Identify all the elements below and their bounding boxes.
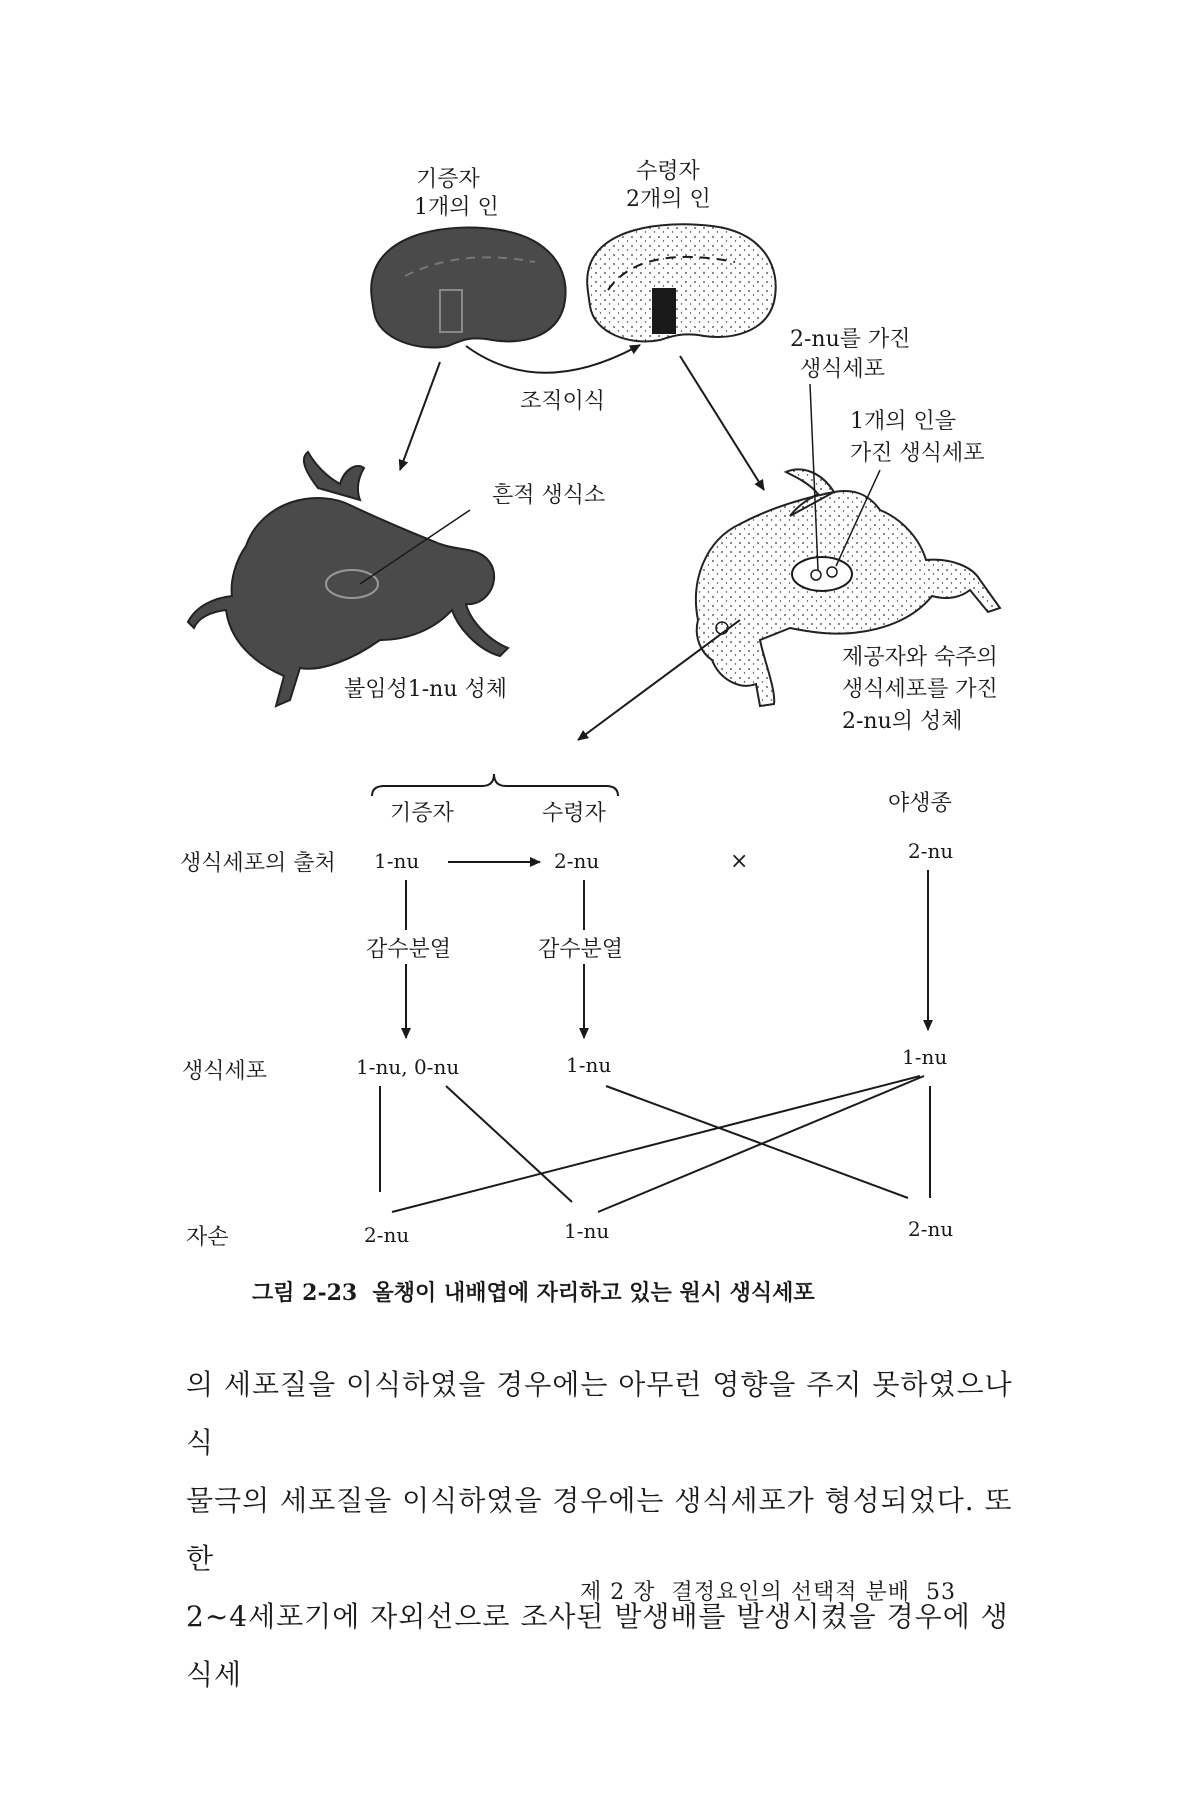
body-line-2: 물극의 세포질을 이식하였을 경우에는 생식세포가 형성되었다. 또한	[186, 1484, 1013, 1575]
recipient-embryo	[587, 224, 776, 341]
offspring-right: 2-nu	[908, 1217, 954, 1241]
meiosis-right-label: 감수분열	[538, 937, 624, 962]
row-gametes: 생식세포	[182, 1059, 268, 1084]
col-recipient: 수령자	[542, 801, 606, 826]
col-donor: 기증자	[390, 801, 454, 826]
arrow-donor-to-frog	[400, 362, 440, 470]
germ-2nu-label-line2: 생식세포	[800, 357, 886, 382]
row-source: 생식세포의 출처	[180, 851, 336, 876]
src-donor: 1-nu	[374, 849, 420, 873]
fertile-frog	[696, 469, 1000, 706]
offspring-left: 2-nu	[364, 1223, 410, 1247]
donor-subtitle: 1개의 인	[414, 195, 499, 220]
vestige-label: 흔적 생식소	[492, 483, 606, 508]
gamete-wild: 1-nu	[902, 1045, 948, 1069]
offspring-mid: 1-nu	[564, 1219, 610, 1243]
src-recipient: 2-nu	[554, 849, 600, 873]
germ-1nu-label-line2: 가진 생식세포	[850, 441, 985, 466]
arrow-recipient-to-frog	[680, 356, 764, 490]
meiosis-left-label: 감수분열	[366, 937, 452, 962]
body-line-1: 의 세포질을 이식하였을 경우에는 아무런 영향을 주지 못하였으나 식	[186, 1368, 1013, 1459]
arrow-to-cross	[578, 620, 740, 740]
cross-symbol: ×	[730, 849, 749, 874]
body-paragraph	[186, 1356, 1026, 1704]
gamete-left: 1-nu, 0-nu	[356, 1055, 460, 1079]
adult-2nu-label-line1: 제공자와 숙주의	[842, 645, 998, 670]
recipient-subtitle: 2개의 인	[626, 187, 711, 212]
adult-2nu-label-line2: 생식세포를 가진	[842, 677, 998, 702]
col-wild: 야생종	[888, 791, 952, 816]
gamete-mid: 1-nu	[566, 1053, 612, 1077]
running-footer: 제 2 장 결정요인의 선택적 분배 53	[580, 1580, 956, 1605]
adult-2nu-label-line3: 2-nu의 성체	[842, 709, 963, 734]
src-wild: 2-nu	[908, 839, 954, 863]
germ-1nu-label-line1: 1개의 인을	[850, 409, 956, 434]
transplant-label: 조직이식	[520, 389, 606, 414]
donor-embryo	[371, 228, 565, 348]
recipient-title: 수령자	[636, 159, 700, 184]
donor-title: 기증자	[416, 167, 480, 192]
infertile-frog	[188, 452, 508, 706]
body-line-3: 2~4세포기에 자외선으로 조사된 발생배를 발생시켰을 경우에 생식세	[186, 1600, 1009, 1691]
cross-lines	[380, 1076, 930, 1212]
transplant-arrow	[466, 345, 640, 373]
figure-caption: 그림 2-23 올챙이 내배엽에 자리하고 있는 원시 생식세포	[252, 1280, 815, 1306]
brace	[372, 774, 618, 796]
germ-2nu-label-line1: 2-nu를 가진	[790, 327, 911, 352]
row-offspring: 자손	[186, 1225, 229, 1250]
infertile-adult-label: 불임성1-nu 성체	[344, 677, 508, 702]
